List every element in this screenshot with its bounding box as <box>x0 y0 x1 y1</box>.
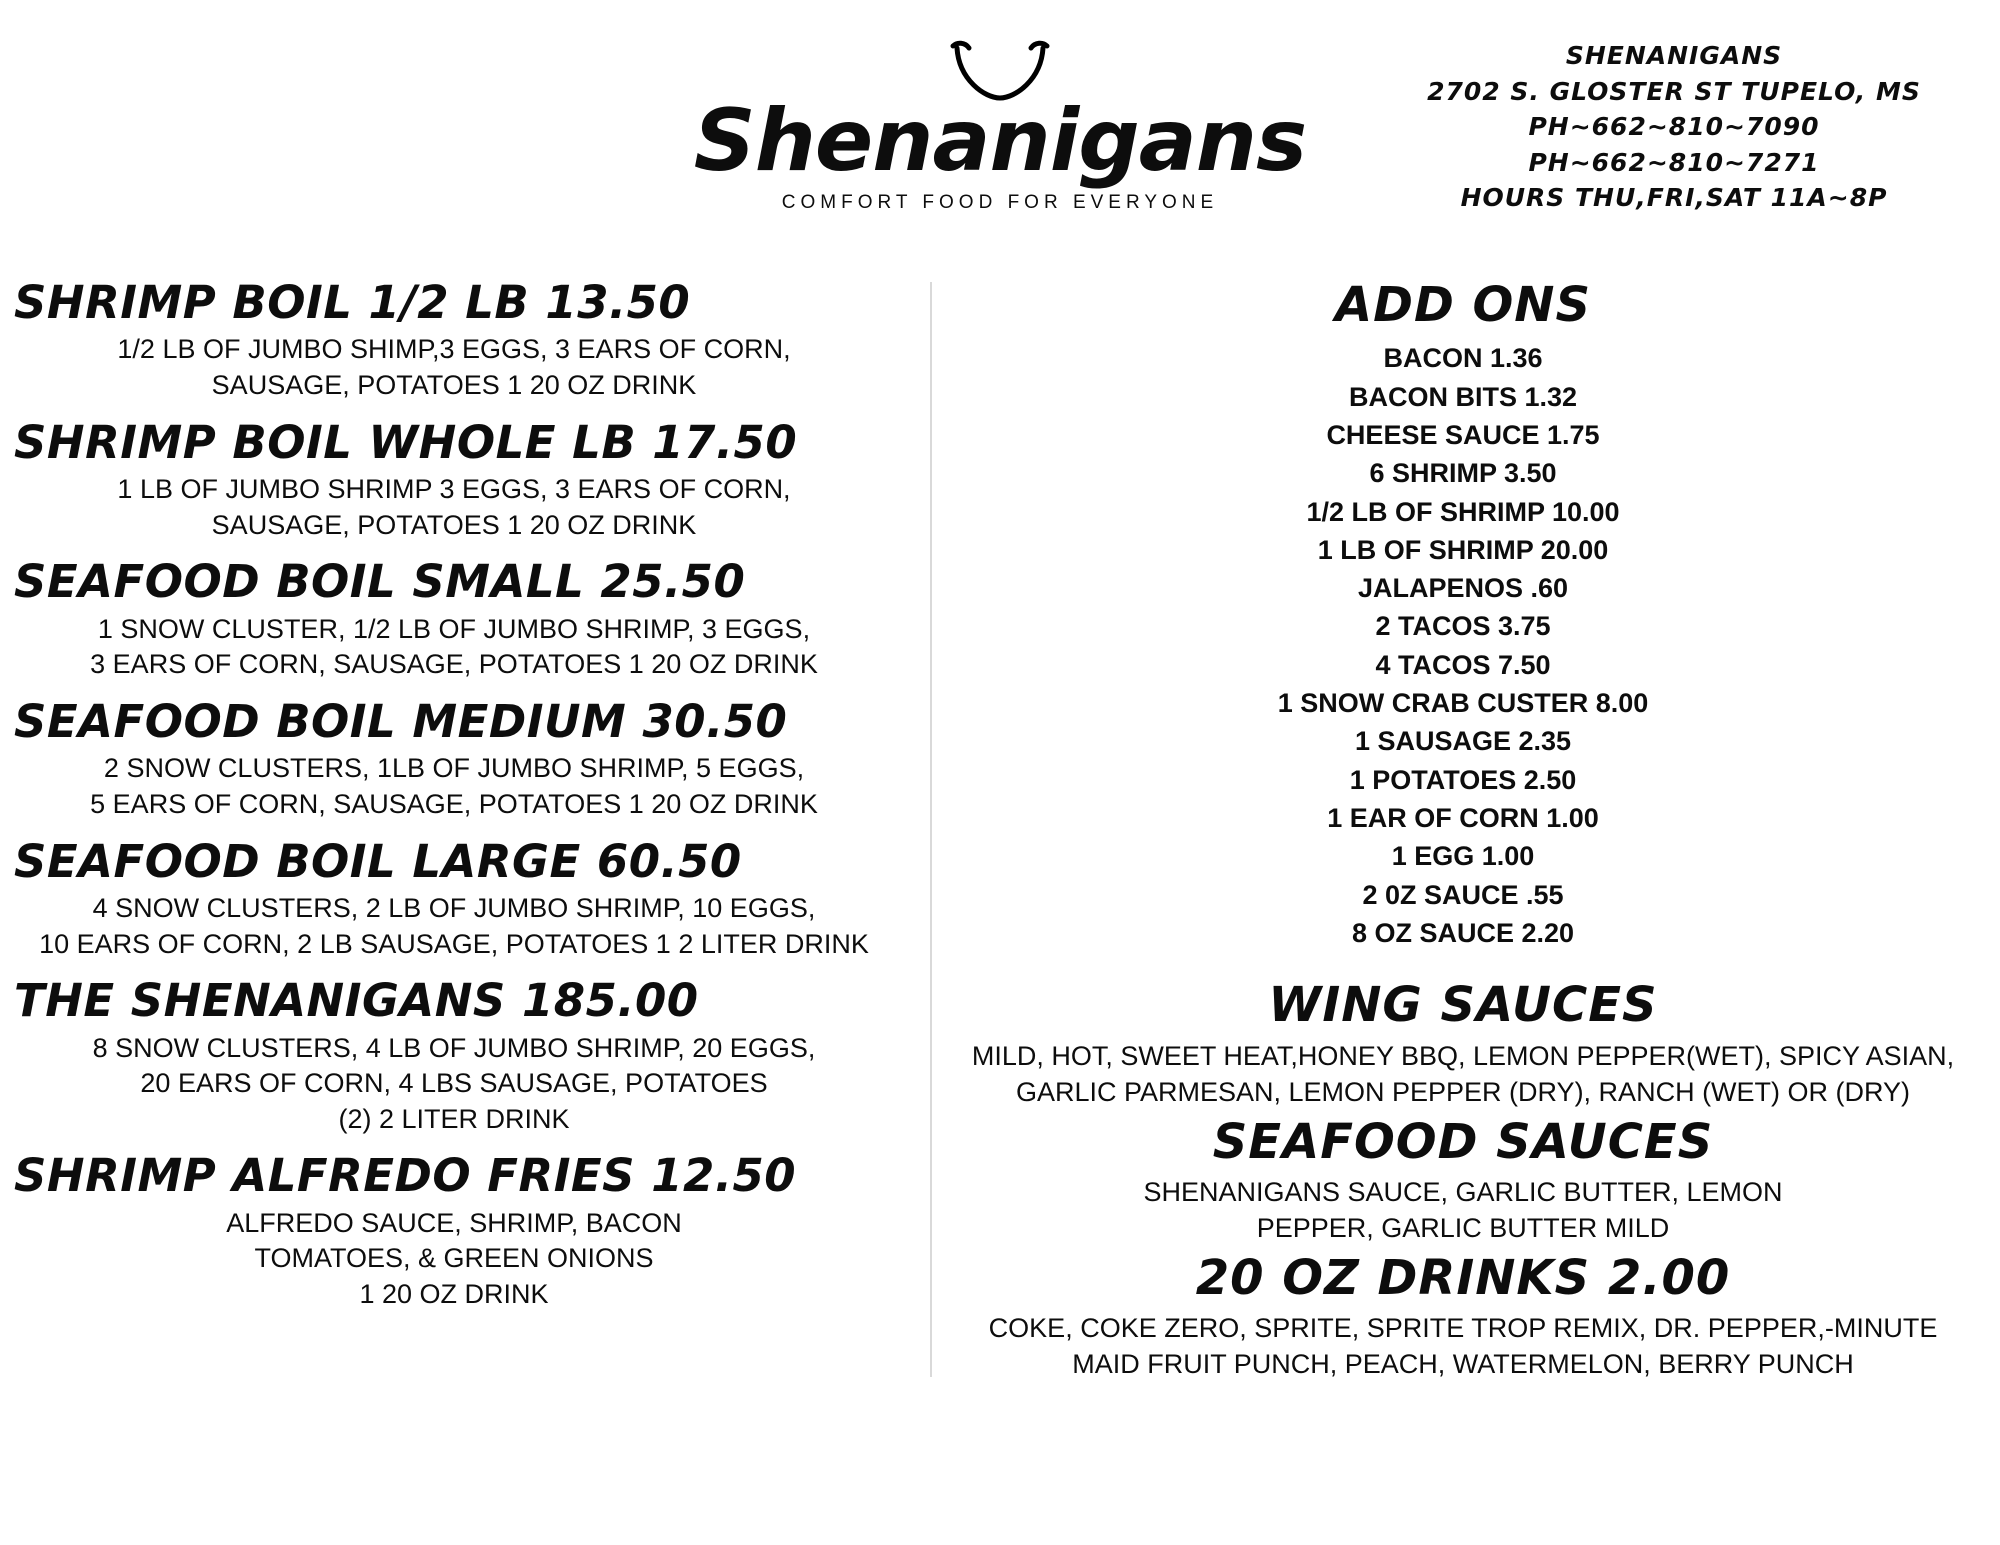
add-on-item: 2 0Z SAUCE .55 <box>1362 879 1564 910</box>
menu-item <box>14 415 930 544</box>
add-on-item: 1 EGG 1.00 <box>1391 841 1535 872</box>
menu-item-desc-line: 3 EARS OF CORN, SAUSAGE, POTATOES 1 20 OZ DRINK <box>90 649 818 680</box>
add-on-item: 2 TACOS 3.75 <box>1375 611 1551 642</box>
menu-item-title: SHRIMP BOIL WHOLE LB 17.50 <box>14 415 798 469</box>
menu-item <box>14 1151 930 1312</box>
menu-item-title: SEAFOOD BOIL SMALL 25.50 <box>14 555 746 609</box>
menu-item-desc-line: 1/2 LB OF JUMBO SHIMP,3 EGGS, 3 EARS OF CORN, <box>117 334 791 365</box>
menu-left-column <box>0 278 930 1383</box>
store-phone-2: PH~662~810~7271 <box>1528 147 1820 177</box>
menu-item <box>14 834 930 963</box>
seafood-sauces-line: SHENANIGANS SAUCE, GARLIC BUTTER, LEMON <box>1143 1176 1783 1207</box>
seafood-sauces-section <box>952 1115 1974 1247</box>
menu-item-description <box>14 747 894 822</box>
drinks-title: 20 OZ DRINKS 2.00 <box>1195 1249 1731 1306</box>
add-on-item: 1 LB OF SHRIMP 20.00 <box>1317 534 1609 565</box>
add-on-item: 1 SAUSAGE 2.35 <box>1354 726 1572 757</box>
add-on-item: JALAPENOS .60 <box>1357 573 1569 604</box>
store-name: SHENANIGANS <box>1565 41 1783 70</box>
drinks-line: MAID FRUIT PUNCH, PEACH, WATERMELON, BERRY PUNCH <box>1072 1349 1854 1380</box>
menu-item <box>14 976 930 1137</box>
brand-name: Shenanigans <box>693 91 1307 191</box>
menu-item-description <box>14 328 894 403</box>
menu-item-title: THE SHENANIGANS 185.00 <box>14 974 699 1028</box>
menu-item-desc-line: 5 EARS OF CORN, SAUSAGE, POTATOES 1 20 OZ DRINK <box>90 788 818 819</box>
add-on-item: BACON 1.36 <box>1383 343 1543 374</box>
store-address: 2702 S. GLOSTER ST TUPELO, MS <box>1427 76 1921 106</box>
add-on-item: 1 EAR OF CORN 1.00 <box>1327 803 1599 834</box>
wing-sauces-title: WING SAUCES <box>1268 977 1658 1034</box>
menu-item-desc-line: SAUSAGE, POTATOES 1 20 OZ DRINK <box>211 370 697 401</box>
menu-item-desc-line: SAUSAGE, POTATOES 1 20 OZ DRINK <box>211 509 697 540</box>
add-on-item: 1 POTATOES 2.50 <box>1349 764 1577 795</box>
menu-item-title: SHRIMP ALFREDO FRIES 12.50 <box>14 1149 797 1203</box>
add-ons-title: ADD ONS <box>1334 277 1592 333</box>
menu-item-description <box>14 608 894 683</box>
brand-tagline: COMFORT FOOD FOR EVERYONE <box>781 192 1219 213</box>
seafood-sauces-list <box>952 1174 1974 1247</box>
menu-item-title: SEAFOOD BOIL LARGE 60.50 <box>14 834 742 888</box>
menu-item-desc-line: 8 SNOW CLUSTERS, 4 LB OF JUMBO SHRIMP, 20 EGGS, <box>92 1032 816 1063</box>
drinks-list <box>952 1310 1974 1383</box>
wing-sauces-line: MILD, HOT, SWEET HEAT,HONEY BBQ, LEMON PEPPER(WET), SPICY ASIAN, <box>971 1040 1955 1071</box>
seafood-sauces-title: SEAFOOD SAUCES <box>1212 1113 1714 1170</box>
store-hours: HOURS THU,FRI,SAT 11A~8P <box>1460 183 1888 212</box>
menu-item-title: SHRIMP BOIL 1/2 LB 13.50 <box>14 276 691 329</box>
menu-item-desc-line: 4 SNOW CLUSTERS, 2 LB OF JUMBO SHRIMP, 10 EGGS, <box>92 892 816 923</box>
menu-item-desc-line: 1 LB OF JUMBO SHRIMP 3 EGGS, 3 EARS OF CORN, <box>117 474 791 505</box>
add-on-item: 8 OZ SAUCE 2.20 <box>1351 918 1575 949</box>
add-ons-section <box>952 278 1974 952</box>
menu-item-desc-line: TOMATOES, & GREEN ONIONS <box>254 1243 654 1274</box>
menu-item-desc-line: 2 SNOW CLUSTERS, 1LB OF JUMBO SHRIMP, 5 EGGS, <box>103 753 805 784</box>
menu-item-title: SEAFOOD BOIL MEDIUM 30.50 <box>14 694 788 748</box>
add-ons-list <box>952 339 1974 952</box>
add-on-item: 4 TACOS 7.50 <box>1375 649 1551 680</box>
menu-item-description <box>14 1027 894 1138</box>
store-phone-1: PH~662~810~7090 <box>1528 112 1820 141</box>
wing-sauces-line: GARLIC PARMESAN, LEMON PEPPER (DRY), RANCH (WET) OR (DRY) <box>1015 1077 1911 1108</box>
menu-columns <box>0 278 2000 1383</box>
menu-item-desc-line: 1 SNOW CLUSTER, 1/2 LB OF JUMBO SHRIMP, 3 EGGS, <box>97 613 811 644</box>
menu-item-description <box>14 468 894 543</box>
add-on-item: CHEESE SAUCE 1.75 <box>1326 419 1600 450</box>
drinks-section <box>952 1251 1974 1383</box>
drinks-line: COKE, COKE ZERO, SPRITE, SPRITE TROP REMIX, DR. PEPPER,-MINUTE <box>988 1312 1938 1343</box>
menu-item <box>14 694 930 823</box>
menu-item-desc-line: 10 EARS OF CORN, 2 LB SAUSAGE, POTATOES 1 2 LITER DRINK <box>39 928 869 959</box>
menu-item-desc-line: 1 20 OZ DRINK <box>359 1279 549 1310</box>
menu-item-description <box>14 1202 894 1313</box>
menu-header <box>0 0 2000 280</box>
menu-item-desc-line: 20 EARS OF CORN, 4 LBS SAUSAGE, POTATOES <box>140 1068 768 1099</box>
menu-item-desc-line: ALFREDO SAUCE, SHRIMP, BACON <box>226 1207 682 1238</box>
menu-item <box>14 557 930 683</box>
wing-sauces-list <box>952 1038 1974 1111</box>
add-on-item: 6 SHRIMP 3.50 <box>1369 458 1557 489</box>
store-info <box>1394 38 1954 216</box>
add-on-item: BACON BITS 1.32 <box>1348 381 1578 412</box>
wing-sauces-section <box>952 978 1974 1110</box>
add-on-item: 1/2 LB OF SHRIMP 10.00 <box>1306 496 1620 527</box>
menu-right-column <box>932 278 2000 1383</box>
menu-item <box>14 278 930 404</box>
menu-item-desc-line: (2) 2 LITER DRINK <box>338 1103 570 1134</box>
menu-item-description <box>14 887 894 962</box>
add-on-item: 1 SNOW CRAB CUSTER 8.00 <box>1277 688 1649 719</box>
seafood-sauces-line: PEPPER, GARLIC BUTTER MILD <box>1256 1213 1670 1244</box>
